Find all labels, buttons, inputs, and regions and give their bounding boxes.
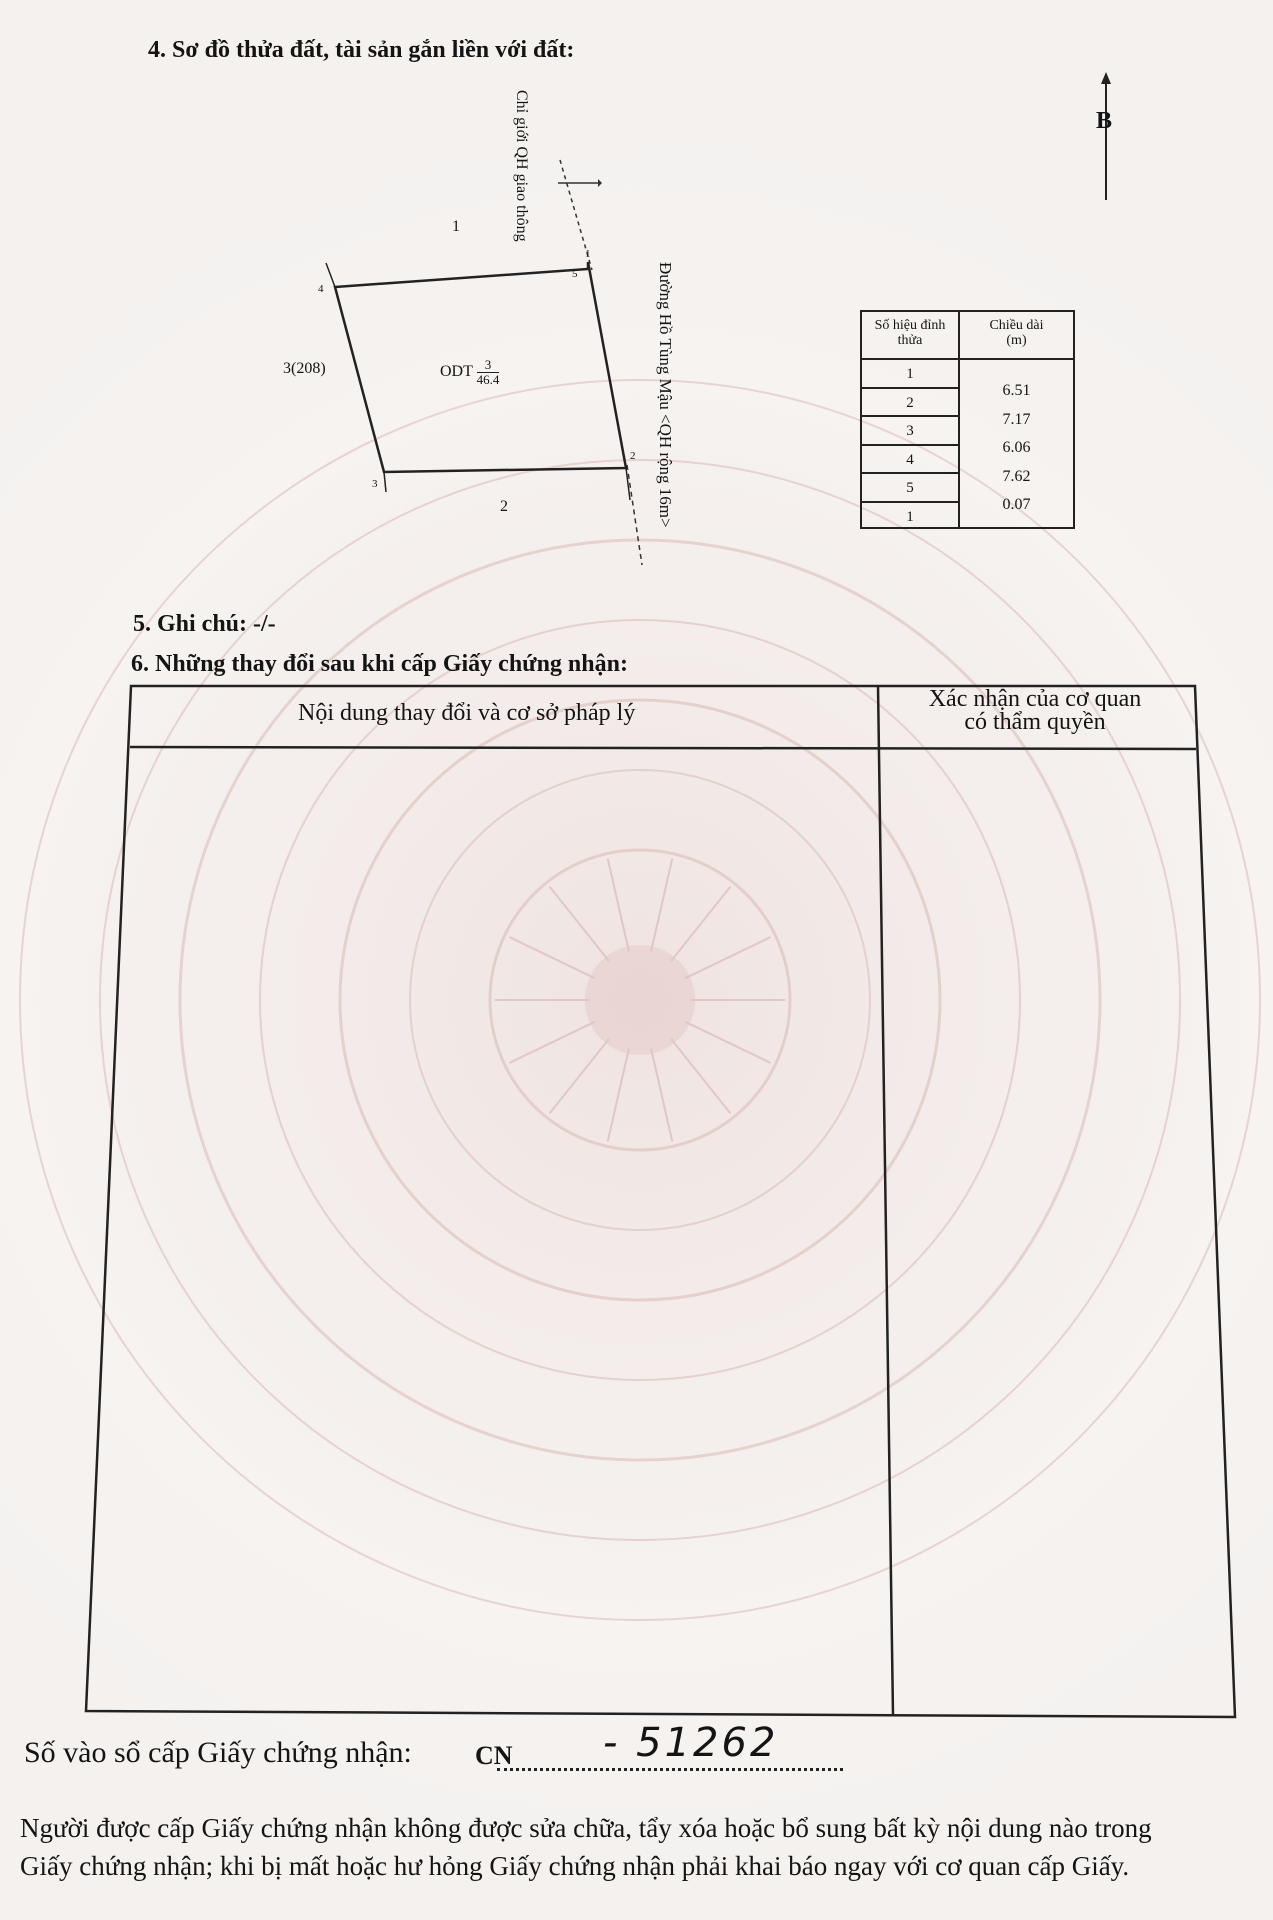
length-cell: 0.07 <box>1002 496 1031 514</box>
register-handwritten-number: - 51262 <box>603 1720 779 1766</box>
parcel-area: 46.4 <box>476 372 500 387</box>
neighbor-south-label: 2 <box>500 498 508 515</box>
vertex-1-label: 1 <box>585 248 591 260</box>
changes-column-content-header: Nội dung thay đổi và cơ sở pháp lý <box>298 700 636 726</box>
neighbor-north-label: 1 <box>452 218 460 235</box>
road-boundary-label: Chỉ giới QH giao thông <box>513 90 530 242</box>
confirm-header-line-1: Xác nhận của cơ quan <box>928 686 1142 712</box>
vertex-cell: 3 <box>862 417 958 446</box>
vertex-cell: 5 <box>862 474 958 503</box>
vertex-4-label: 4 <box>318 283 324 295</box>
header-vertex: Số hiệu đỉnh thửa <box>862 312 960 360</box>
length-cell: 7.17 <box>1002 410 1031 428</box>
street-label: Đường Hồ Tùng Mậu <QH rộng 16m> <box>656 262 675 528</box>
notice-text <box>20 1809 1273 1885</box>
neighbor-west-label: 3(208) <box>283 360 326 377</box>
north-label: B <box>1096 108 1113 134</box>
section-5-title: 5. Ghi chú: -/- <box>133 611 276 637</box>
vertex-cell: 4 <box>862 446 958 475</box>
register-prefix: CN <box>475 1741 513 1770</box>
vertex-3-label: 3 <box>372 478 378 490</box>
length-cell: 6.51 <box>1002 382 1031 400</box>
length-cell: 6.06 <box>1002 439 1031 457</box>
vertex-5-label: 5 <box>572 268 578 280</box>
register-label: Số vào sổ cấp Giấy chứng nhận: <box>24 1736 412 1769</box>
notice-line-1: Người được cấp Giấy chứng nhận không được sửa chữa, tẩy xóa hoặc bổ sung bất kỳ nội dung nào trong <box>20 1813 1152 1843</box>
vertex-cell: 1 <box>862 360 958 389</box>
length-cell: 7.62 <box>1002 467 1031 485</box>
parcel-number: 3 <box>477 358 500 373</box>
vertex-2-label: 2 <box>630 450 636 462</box>
changes-column-confirm-header <box>905 686 1165 736</box>
register-dotted-line <box>497 1768 843 1771</box>
vertex-cell: 2 <box>862 389 958 418</box>
vertex-cell: 1 <box>906 508 914 525</box>
header-length: Chiều dài (m) <box>960 312 1073 360</box>
notice-line-2: Giấy chứng nhận; khi bị mất hoặc hư hỏng Giấy chứng nhận phải khai báo ngay với cơ quan cấp Giấy. <box>20 1851 1130 1881</box>
confirm-header-line-2: có thẩm quyền <box>964 709 1106 735</box>
section-6-title: 6. Những thay đổi sau khi cấp Giấy chứng nhận: <box>131 651 628 677</box>
section-4-title: 4. Sơ đồ thửa đất, tài sản gắn liền với đất: <box>148 37 575 63</box>
parcel-land-type: ODT <box>440 363 473 381</box>
